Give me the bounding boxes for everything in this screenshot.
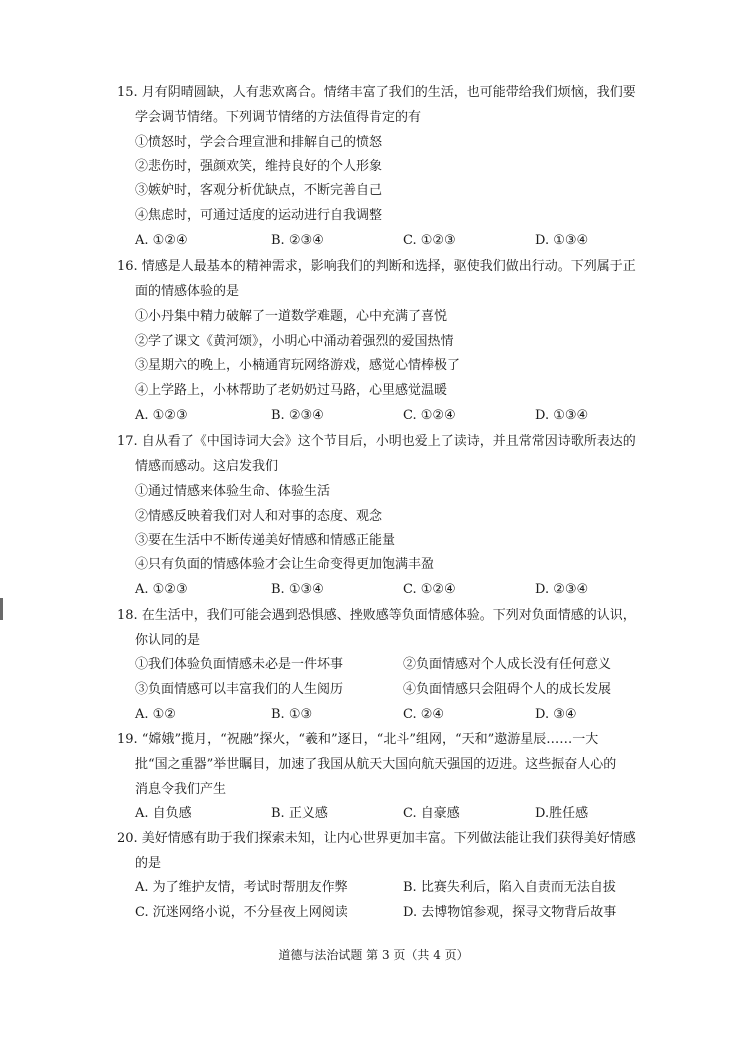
option-d[interactable]: D. 去博物馆参观，探寻文物背后故事 (403, 905, 617, 920)
question-15-statement-3: ③嫉妒时，客观分析优缺点，不断完善自己 (135, 183, 383, 198)
question-18-statement-3: ③负面情感可以丰富我们的人生阅历 (135, 682, 344, 697)
question-18-options (135, 706, 695, 724)
question-16-stem-line-1: 16. 情感是人最基本的精神需求，影响我们的判断和选择，驱使我们做出行动。下列属于正 (117, 259, 636, 274)
option-c[interactable]: C. ②④ (403, 707, 445, 722)
question-17-statement-1: ①通过情感来体验生命、体验生活 (135, 484, 331, 499)
question-18-stem-line-1: 18. 在生活中，我们可能会遇到恐惧感、挫败感等负面情感体验。下列对负面情感的认识， (117, 608, 636, 623)
option-b[interactable]: B. 正义感 (271, 806, 328, 821)
question-20-stem-line-1: 20. 美好情感有助于我们探索未知，让内心世界更加丰富。下列做法能让我们获得美好情感 (117, 831, 636, 846)
question-18-statements-row-1 (135, 656, 695, 674)
question-19-options (135, 805, 695, 823)
option-a[interactable]: A. ①②③ (135, 408, 188, 423)
question-20-options-row-1 (135, 879, 695, 897)
option-c[interactable]: C. 自豪感 (403, 806, 460, 821)
option-a[interactable]: A. 为了维护友情，考试时帮朋友作弊 (135, 880, 348, 895)
question-15-statement-1: ①愤怒时，学会合理宣泄和排解自己的愤怒 (135, 135, 383, 150)
scan-edge-mark (0, 598, 3, 620)
question-15-stem-line-2: 学会调节情绪。下列调节情绪的方法值得肯定的有 (135, 110, 422, 125)
question-18-statement-4: ④负面情感只会阻碍个人的成长发展 (403, 682, 612, 697)
question-16-statement-3: ③星期六的晚上，小楠通宵玩网络游戏，感觉心情棒极了 (135, 358, 461, 373)
option-b[interactable]: B. ①③④ (271, 582, 324, 597)
option-d[interactable]: D. ①③④ (535, 233, 589, 248)
question-16-statement-2: ②学了课文《黄河颂》，小明心中涌动着强烈的爱国热情 (135, 334, 454, 349)
option-d[interactable]: D. ①③④ (535, 408, 589, 423)
question-16-statement-4: ④上学路上，小林帮助了老奶奶过马路，心里感觉温暖 (135, 383, 448, 398)
option-c[interactable]: C. ①②④ (403, 582, 456, 597)
option-c[interactable]: C. 沉迷网络小说，不分昼夜上网阅读 (135, 905, 348, 920)
question-17-stem-line-2: 情感而感动。这启发我们 (135, 459, 279, 474)
question-15-statement-4: ④焦虑时，可通过适度的运动进行自我调整 (135, 208, 383, 223)
option-b[interactable]: B. ②③④ (271, 233, 324, 248)
question-18-statements-row-2 (135, 681, 695, 699)
question-19-stem-line-2: 批“国之重器”举世瞩目，加速了我国从航天大国向航天强国的迈进。这些振奋人心的 (135, 757, 617, 772)
question-16-statement-1: ①小丹集中精力破解了一道数学难题，心中充满了喜悦 (135, 309, 448, 324)
question-16-stem-line-2: 面的情感体验的是 (135, 284, 240, 299)
question-20-stem-line-2: 的是 (135, 856, 162, 871)
question-15-statement-2: ②悲伤时，强颜欢笑，维持良好的个人形象 (135, 159, 383, 174)
option-a[interactable]: A. ①②④ (135, 233, 188, 248)
question-19-stem-line-3: 消息令我们产生 (135, 782, 227, 797)
question-19-stem-line-1: 19. “嫦娥”揽月，“祝融”探火，“羲和”逐日，“北斗”组网，“天和”遨游星辰……一大 (117, 732, 599, 747)
question-16-options (135, 407, 695, 425)
option-a[interactable]: A. ①②③ (135, 582, 188, 597)
question-17-statement-3: ③要在生活中不断传递美好情感和情感正能量 (135, 533, 396, 548)
option-d[interactable]: D.胜任感 (535, 806, 589, 821)
option-a[interactable]: A. ①② (135, 707, 176, 722)
option-c[interactable]: C. ①②④ (403, 408, 456, 423)
option-d[interactable]: D. ③④ (535, 707, 577, 722)
question-17-statement-4: ④只有负面的情感体验才会让生命变得更加饱满丰盈 (135, 557, 435, 572)
question-15-stem-line-1: 15. 月有阴晴圆缺，人有悲欢离合。情绪丰富了我们的生活，也可能带给我们烦恼，我们要 (117, 85, 636, 100)
option-d[interactable]: D. ②③④ (535, 582, 589, 597)
option-b[interactable]: B. 比赛失利后，陷入自责而无法自拔 (403, 880, 616, 895)
question-18-statement-1: ①我们体验负面情感未必是一件坏事 (135, 657, 344, 672)
option-b[interactable]: B. ①③ (271, 707, 313, 722)
question-18-stem-line-2: 你认同的是 (135, 633, 201, 648)
page-footer: 道德与法治试题 第 3 页（共 4 页） (278, 948, 469, 962)
question-20-options-row-2 (135, 904, 695, 922)
question-18-statement-2: ②负面情感对个人成长没有任何意义 (403, 657, 612, 672)
question-17-stem-line-1: 17. 自从看了《中国诗词大会》这个节目后，小明也爱上了读诗，并且常常因诗歌所表达的 (117, 434, 636, 449)
option-b[interactable]: B. ②③④ (271, 408, 324, 423)
option-a[interactable]: A. 自负感 (135, 806, 192, 821)
question-17-options (135, 581, 695, 599)
option-c[interactable]: C. ①②③ (403, 233, 456, 248)
question-17-statement-2: ②情感反映着我们对人和对事的态度、观念 (135, 509, 383, 524)
question-15-options (135, 232, 695, 250)
